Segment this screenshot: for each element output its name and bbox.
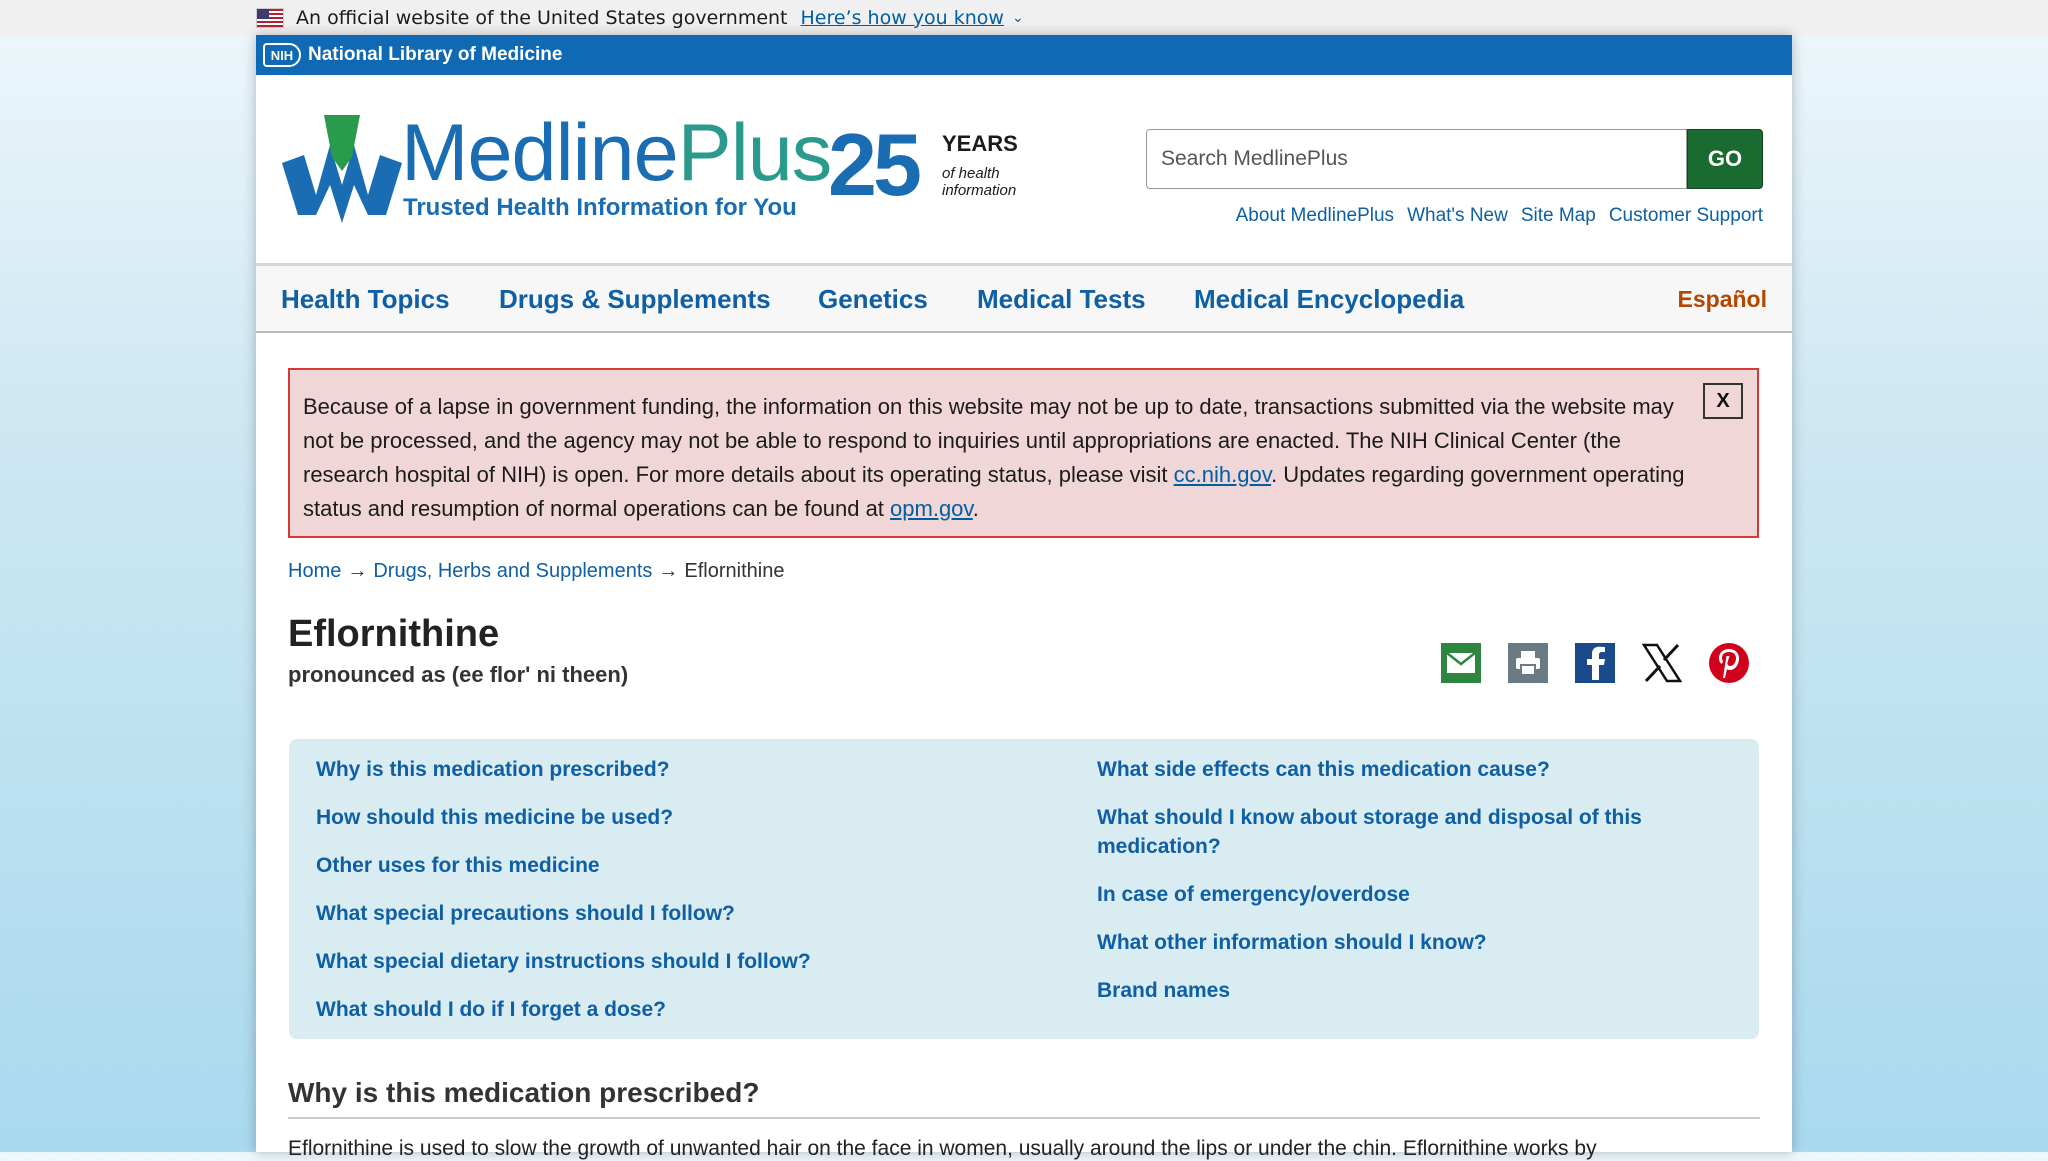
language-espanol-link[interactable]: Español — [1677, 286, 1767, 312]
section-body-text: Eflornithine is used to slow the growth of unwanted hair on the face in women, usually around the lips or under the chin. Eflornithine works by — [288, 1137, 1597, 1160]
toc-link-brand-names[interactable]: Brand names — [1097, 979, 1231, 1002]
page-title: Eflornithine — [288, 613, 500, 655]
breadcrumb-drugs-herbs[interactable]: Drugs, Herbs and Supplements — [373, 560, 653, 582]
toc-link-dietary[interactable]: What special dietary instructions should I follow? — [316, 950, 811, 973]
nav-health-topics[interactable]: Health Topics — [281, 284, 450, 314]
toc-link-other-uses[interactable]: Other uses for this medicine — [316, 854, 600, 877]
main-nav — [256, 263, 1792, 333]
alert-text-3: . — [972, 496, 979, 521]
brand-name-plus: Plus — [677, 108, 832, 198]
breadcrumb-home[interactable]: Home — [288, 560, 342, 582]
breadcrumb-arrow: → — [658, 560, 679, 582]
us-flag-icon — [256, 8, 284, 28]
search-go-button[interactable]: GO — [1687, 129, 1763, 189]
util-link-customer-support[interactable]: Customer Support — [1608, 205, 1763, 226]
medlineplus-logo-icon[interactable] — [282, 115, 402, 225]
alert-text-2: . Updates regarding government operating status and resumption of normal operations can be found at — [303, 462, 1685, 521]
nlm-bar — [256, 35, 1792, 75]
gov-banner — [0, 0, 2048, 35]
email-icon[interactable] — [1441, 643, 1481, 683]
nav-medical-encyclopedia[interactable]: Medical Encyclopedia — [1194, 284, 1465, 314]
print-icon[interactable] — [1508, 643, 1548, 683]
x-icon[interactable] — [1642, 643, 1682, 683]
gov-banner-text: An official website of the United States government — [296, 6, 788, 29]
heres-how-you-know-link[interactable]: Here’s how you know — [800, 6, 1004, 29]
nav-medical-tests[interactable]: Medical Tests — [977, 284, 1146, 314]
toc-link-precautions[interactable]: What special precautions should I follow? — [316, 902, 735, 925]
facebook-icon[interactable] — [1575, 643, 1615, 683]
section-heading: Why is this medication prescribed? — [288, 1077, 760, 1108]
util-link-site-map[interactable]: Site Map — [1520, 205, 1596, 226]
page-container — [256, 35, 1792, 1160]
breadcrumb-arrow: → — [347, 560, 368, 582]
nlm-link[interactable]: National Library of Medicine — [308, 44, 563, 65]
brand-tagline: Trusted Health Information for You — [403, 194, 797, 221]
anniversary-subtitle: of health information — [942, 165, 1017, 199]
pronunciation: pronounced as (ee flor' ni theen) — [288, 662, 629, 687]
toc-link-emergency[interactable]: In case of emergency/overdose — [1097, 883, 1410, 906]
nav-genetics[interactable]: Genetics — [818, 284, 928, 314]
toc-link-storage-disposal[interactable]: What should I know about storage and disposal of this medication? — [1097, 806, 1642, 858]
search-input[interactable]: Search MedlinePlus — [1146, 129, 1687, 189]
brand-wordmark[interactable] — [401, 108, 832, 222]
toc-link-forget-dose[interactable]: What should I do if I forget a dose? — [316, 998, 666, 1021]
funding-lapse-alert — [288, 368, 1759, 538]
anniversary-word: YEARS — [942, 131, 1018, 156]
breadcrumb-current: Eflornithine — [684, 560, 785, 582]
utility-links — [1236, 205, 1763, 227]
alert-text-1: Because of a lapse in government funding, the information on this website may not be up to date, transactions submitted via the website may not be processed, and the agency may not be able to respond to inquiries until appropriations are enacted. The NIH Clinical Center (the research hospital of NIH) is open. For more details about its operating status, please visit — [303, 394, 1674, 487]
brand-name-medline: Medline — [401, 108, 678, 198]
nav-drugs-supplements[interactable]: Drugs & Supplements — [499, 284, 771, 314]
toc-link-why-prescribed[interactable]: Why is this medication prescribed? — [316, 758, 670, 781]
util-link-whats-new[interactable]: What's New — [1407, 205, 1508, 226]
toc-link-side-effects[interactable]: What side effects can this medication cause? — [1097, 758, 1550, 781]
anniversary-number: 25 — [828, 115, 918, 214]
toc-link-how-used[interactable]: How should this medicine be used? — [316, 806, 674, 829]
cc-nih-gov-link[interactable]: cc.nih.gov — [1173, 462, 1272, 487]
opm-gov-link[interactable]: opm.gov — [890, 496, 973, 521]
section-divider — [288, 1117, 1760, 1119]
nih-logo-icon[interactable]: NIH — [263, 43, 301, 67]
util-link-about[interactable]: About MedlinePlus — [1235, 205, 1395, 226]
toc-link-other-info[interactable]: What other information should I know? — [1097, 931, 1487, 954]
pinterest-icon[interactable] — [1709, 643, 1749, 683]
chevron-down-icon[interactable]: ⌄ — [1011, 9, 1024, 26]
table-of-contents — [289, 739, 1759, 1039]
breadcrumb — [288, 560, 784, 583]
alert-close-button[interactable]: X — [1703, 383, 1743, 419]
